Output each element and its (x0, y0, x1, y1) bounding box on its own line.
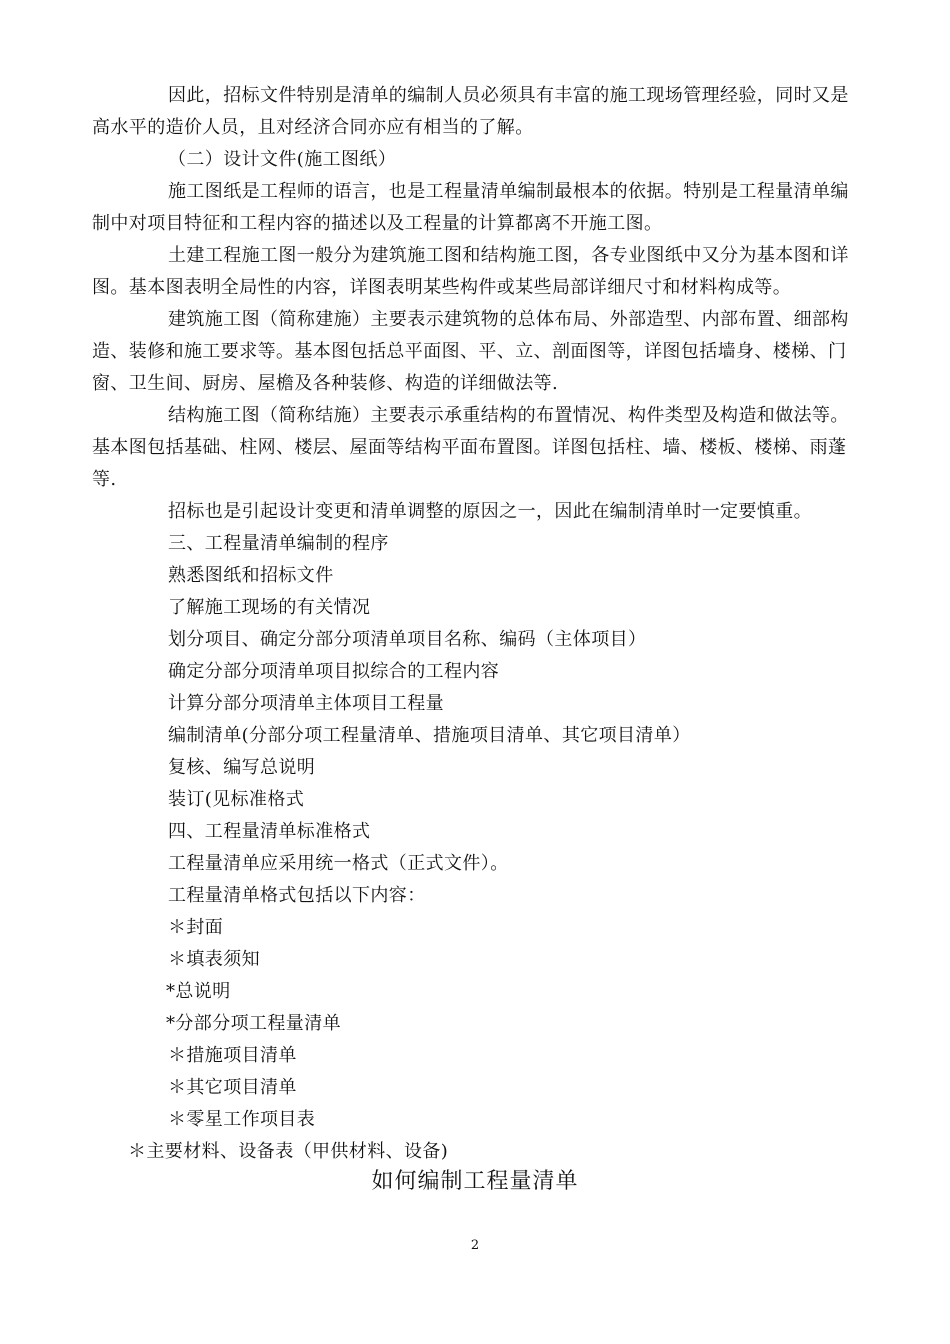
procedure-step: 划分项目、确定分部分项清单项目名称、编码（主体项目） (168, 629, 647, 650)
section-3-heading: 三、工程量清单编制的程序 (168, 533, 389, 554)
format-item: *总说明 (166, 981, 231, 1002)
format-contents-intro: 工程量清单格式包括以下内容： (168, 885, 426, 906)
paragraph-1: 因此，招标文件特别是清单的编制人员必须具有丰富的施工现场管理经验，同时又是高水平的造价人员，且对经济合同亦应有相当的了解。 (92, 85, 849, 138)
procedure-step: 熟悉图纸和招标文件 (168, 565, 334, 586)
procedure-step: 确定分部分项清单项目拟综合的工程内容 (168, 661, 500, 682)
paragraph-6: 结构施工图（简称结施）主要表示承重结构的布置情况、构件类型及构造和做法等。基本图包括基础、柱网、楼层、屋面等结构平面布置图。详图包括柱、墙、楼板、楼梯、雨蓬等. (92, 405, 849, 490)
section-4-heading: 四、工程量清单标准格式 (168, 821, 371, 842)
procedure-step: 计算分部分项清单主体项目工程量 (168, 693, 444, 714)
format-statement: 工程量清单应采用统一格式（正式文件）。 (168, 853, 509, 874)
procedure-step: 编制清单(分部分项工程量清单、措施项目清单、其它项目清单） (168, 725, 691, 746)
paragraph-5: 建筑施工图（简称建施）主要表示建筑物的总体布局、外部造型、内部布置、细部构造、装修和施工要求等。基本图包括总平面图、平、立、剖面图等，详图包括墙身、楼梯、门窗、卫生间、厨房、屋檐及各种装修、构造的详细做法等. (92, 309, 849, 394)
format-item: ＊其它项目清单 (168, 1077, 297, 1098)
procedure-step: 装订(见标准格式 (168, 789, 305, 810)
format-item: ＊主要材料、设备表（甲供材料、设备) (128, 1141, 449, 1162)
format-item: ＊填表须知 (168, 949, 260, 970)
paragraph-4: 土建工程施工图一般分为建筑施工图和结构施工图，各专业图纸中又分为基本图和详图。基本图表明全局性的内容，详图表明某些构件或某些局部详细尺寸和材料构成等。 (92, 245, 849, 298)
paragraph-7: 招标也是引起设计变更和清单调整的原因之一，因此在编制清单时一定要慎重。 (168, 501, 812, 522)
format-item: ＊封面 (168, 917, 224, 938)
format-item: ＊措施项目清单 (168, 1045, 297, 1066)
procedure-step: 复核、编写总说明 (168, 757, 316, 778)
document-title: 如何编制工程量清单 (371, 1169, 579, 1194)
format-item: ＊零星工作项目表 (168, 1109, 316, 1130)
paragraph-3: 施工图纸是工程师的语言，也是工程量清单编制最根本的依据。特别是工程量清单编制中对项目特征和工程内容的描述以及工程量的计算都离不开施工图。 (92, 181, 849, 234)
page-number: 2 (470, 1238, 480, 1253)
subheading-design-files: （二）设计文件(施工图纸） (168, 149, 397, 170)
format-item: *分部分项工程量清单 (166, 1013, 341, 1034)
procedure-step: 了解施工现场的有关情况 (168, 597, 371, 618)
